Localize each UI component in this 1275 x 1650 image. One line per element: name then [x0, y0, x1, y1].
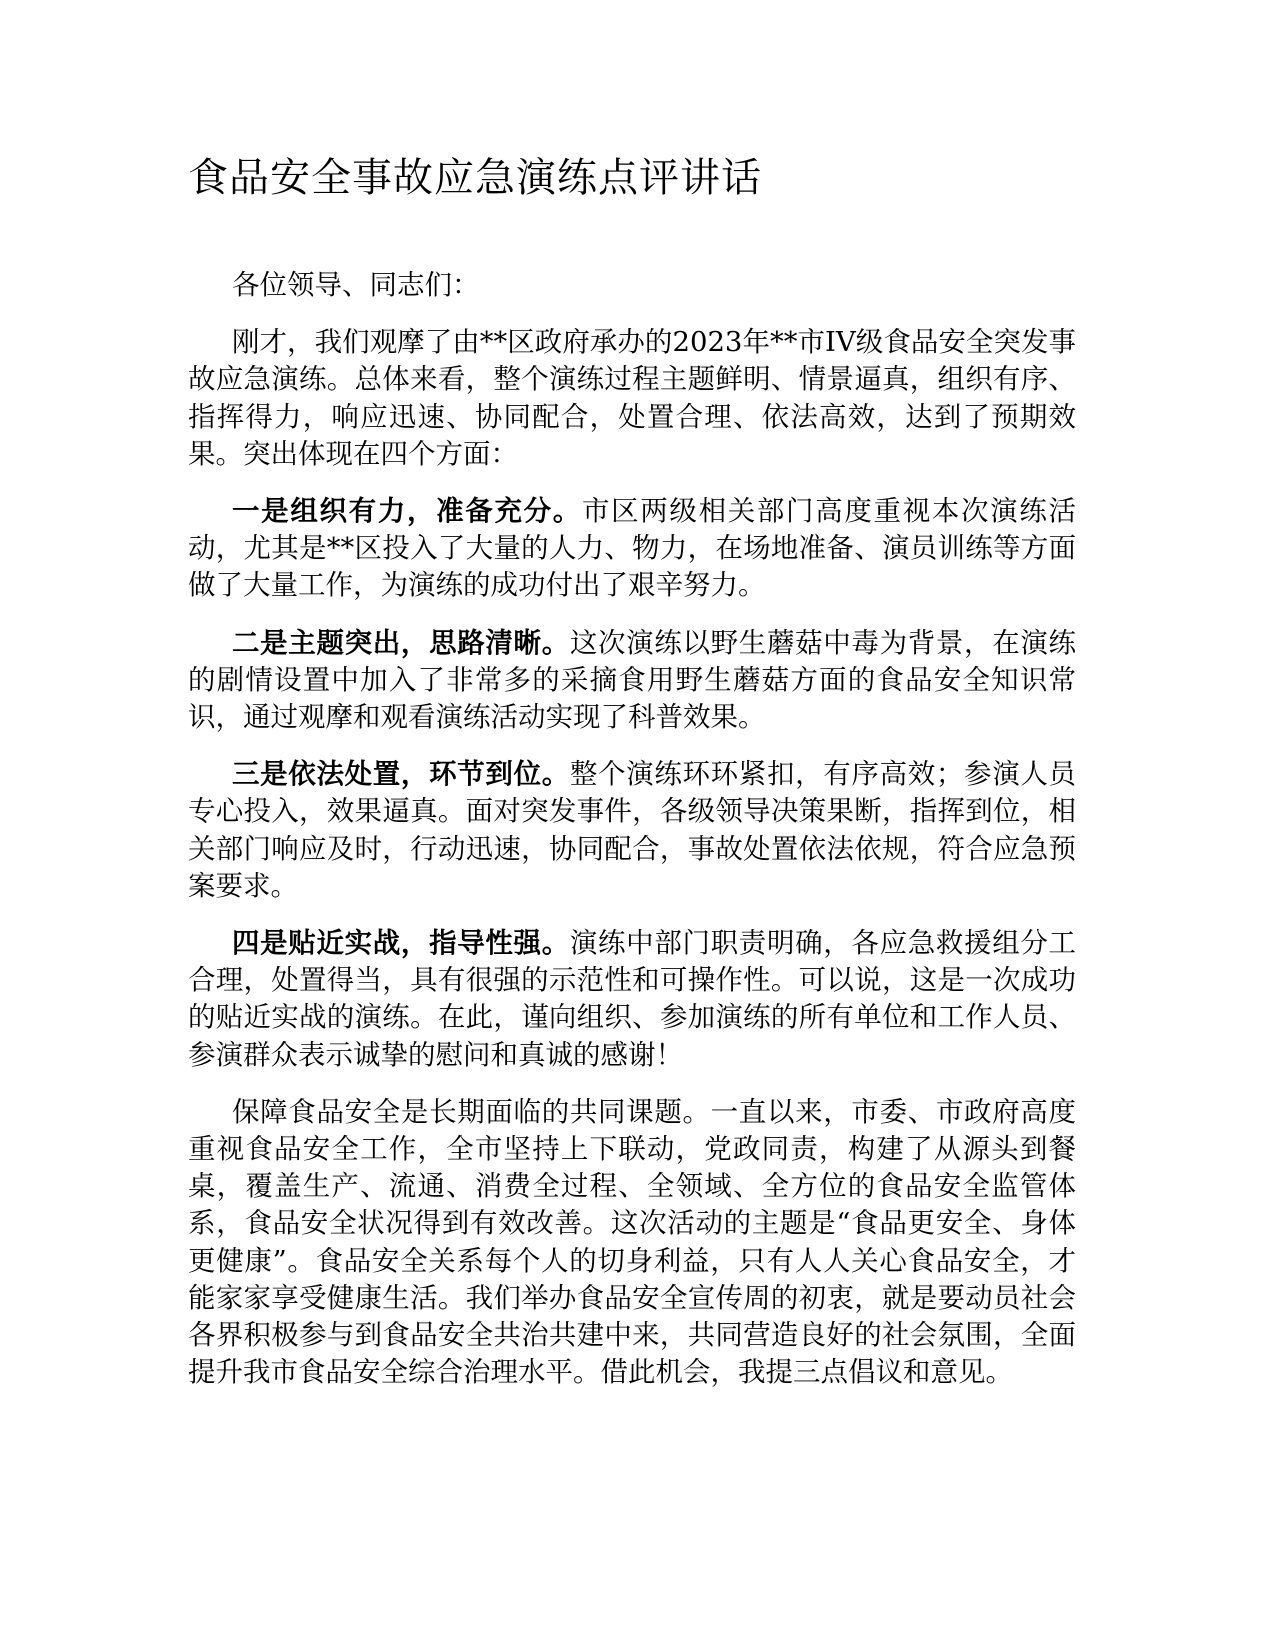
paragraph-closing: [188, 1094, 1076, 1392]
paragraph-lead: 一是组织有力，准备充分。: [232, 495, 582, 528]
paragraph-point-1: [188, 493, 1076, 605]
paragraph-point-4: [188, 925, 1076, 1074]
paragraph-text: 保障食品安全是长期面临的共同课题。一直以来，市委、市政府高度重视食品安全工作，全市坚持上下联动，党政同责，构建了从源头到餐桌，覆盖生产、流通、消费全过程、全领域、全方位的食品安全监管体系，食品安全状况得到有效改善。这次活动的主题是“食品更安全、身体更健康”。食品安全关系每个人的切身利益，只有人人关心食品安全，才能家家享受健康生活。我们举办食品安全宣传周的初衷，就是要动员社会各界积极参与到食品安全共治共建中来，共同营造良好的社会氛围，全面提升我市食品安全综合治理水平。借此机会，我提三点倡议和意见。: [188, 1095, 1076, 1389]
paragraph-lead: 三是依法处置，环节到位。: [232, 758, 570, 791]
paragraph-text: 这次演练以野生蘑菇中毒为背景，在演练的剧情设置中加入了非常多的采摘食用野生蘑菇方面的食品安全知识常识，通过观摩和观看演练活动实现了科普效果。: [188, 626, 1077, 734]
document-title: 食品安全事故应急演练点评讲话: [188, 155, 762, 201]
paragraph-lead: 二是主题突出，思路清晰。: [232, 626, 570, 659]
paragraph-text: 演练中部门职责明确，各应急救援组分工合理，处置得当，具有很强的示范性和可操作性。可以说，这是一次成功的贴近实战的演练。在此，谨向组织、参加演练的所有单位和工作人员、参演群众表示诚挚的慰问和真诚的感谢！: [188, 927, 1077, 1071]
paragraph-text: 刚才，我们观摩了由**区政府承办的2023年**市IV级食品安全突发事故应急演练。总体来看，整个演练过程主题鲜明、情景逼真，组织有序、指挥得力，响应迅速、协同配合，处置合理、依法高效，达到了预期效果。突出体现在四个方面：: [188, 326, 1076, 470]
paragraph-text: 市区两级相关部门高度重视本次演练活动，尤其是**区投入了大量的人力、物力，在场地准备、演员训练等方面做了大量工作，为演练的成功付出了艰辛努力。: [188, 495, 1077, 602]
paragraph-text: 整个演练环环紧扣，有序高效；参演人员专心投入，效果逼真。面对突发事件，各级领导决策果断，指挥到位，相关部门响应及时，行动迅速，协同配合，事故处置依法依规，符合应急预案要求。: [188, 758, 1077, 902]
document-body: [188, 267, 1076, 1411]
salutation: 各位领导、同志们：: [232, 269, 480, 301]
paragraph-point-3: [188, 756, 1076, 905]
paragraph-lead: 四是贴近实战，指导性强。: [232, 927, 570, 960]
paragraph-point-2: [188, 625, 1076, 737]
paragraph-intro: [188, 324, 1076, 473]
